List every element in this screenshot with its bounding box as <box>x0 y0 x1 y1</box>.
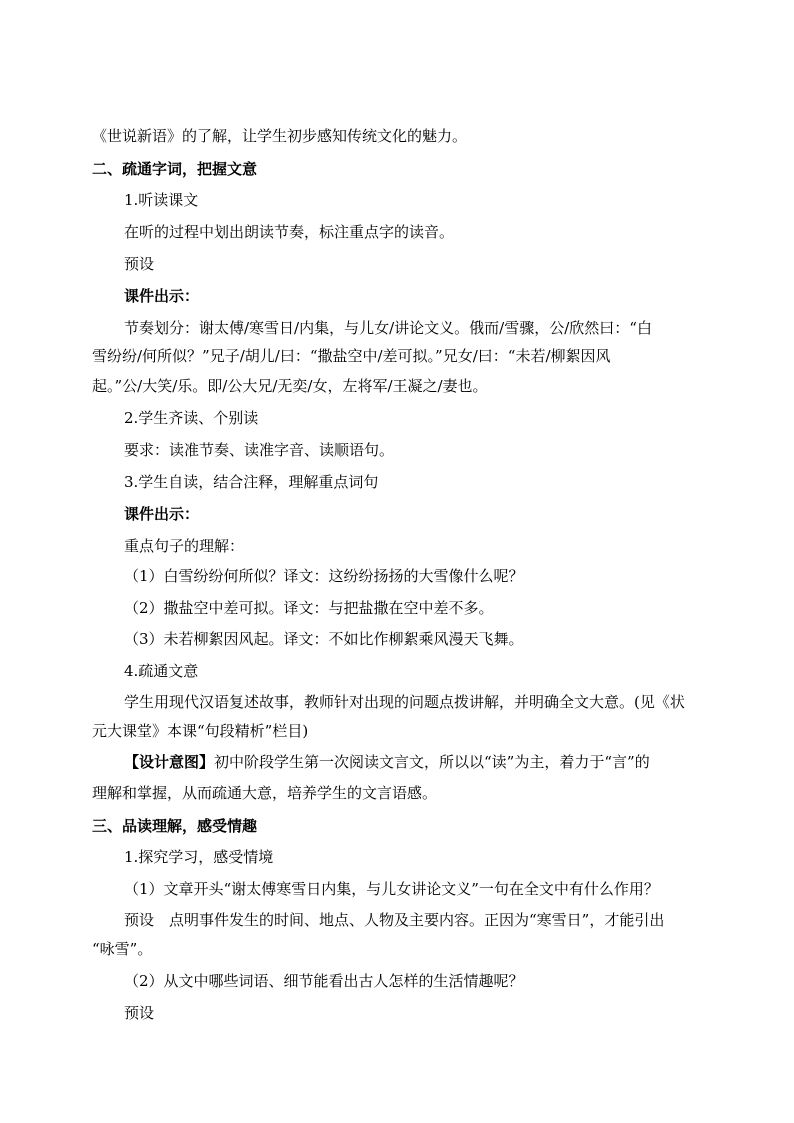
answer-1-line-2: “咏雪”。 <box>92 940 153 958</box>
key-sentences-label: 重点句子的理解： <box>124 537 245 555</box>
rhythm-line-2: 雪纷纷/何所似？”兄子/胡儿/曰：“撒盐空中/差可拟。”兄女/曰：“未若/柳絮因风 <box>92 347 611 365</box>
question-1: （1）文章开头“谢太傅寒雪日内集，与儿女讲论文义”一句在全文中有什么作用？ <box>124 880 659 898</box>
key-sentence-3: （3）未若柳絮因风起。译文：不如比作柳絮乘风漫天飞舞。 <box>124 630 524 648</box>
section-heading-2: 二、疏通字词，把握文意 <box>92 160 258 178</box>
preset-label: 预设 <box>124 255 155 273</box>
step3-title: 3.学生自读，结合注释，理解重点词句 <box>124 473 379 491</box>
rhythm-line-1: 节奏划分：谢太傅/寒雪日/内集，与儿女/讲论文义。俄而/雪骤，公/欣然曰：“白 <box>124 319 652 337</box>
step1-desc: 在听的过程中划出朗读节奏，标注重点字的读音。 <box>124 223 455 241</box>
step2-title: 2.学生齐读、个别读 <box>124 409 259 427</box>
step2-desc: 要求：读准节奏、读准字音、读顺语句。 <box>124 441 395 459</box>
courseware-label: 课件出示： <box>124 287 200 305</box>
step1-title: 1.听读课文 <box>124 191 199 209</box>
design-intent-line-2: 理解和掌握，从而疏通大意，培养学生的文言语感。 <box>92 784 438 802</box>
courseware-label-2: 课件出示： <box>124 505 200 523</box>
design-intent-text: 初中阶段学生第一次阅读文言文，所以以“读”为主，着力于“言”的 <box>214 753 650 771</box>
key-sentence-1: （1）白雪纷纷何所似？译文：这纷纷扬扬的大雪像什么呢？ <box>124 567 524 585</box>
preset-label-2: 预设 <box>124 1004 155 1022</box>
rhythm-line-3: 起。”公/大笑/乐。即/公大兄/无奕/女，左将军/王凝之/妻也。 <box>92 377 488 395</box>
key-sentence-2: （2）撒盐空中差可拟。译文：与把盐撒在空中差不多。 <box>124 599 494 617</box>
step4-title: 4.疏通文意 <box>124 662 199 680</box>
explore-step-title: 1.探究学习，感受情境 <box>124 848 274 866</box>
design-intent-label: 【设计意图】 <box>124 753 215 771</box>
design-intent-line-1 <box>124 751 794 773</box>
answer-1-line-1: 预设 点明事件发生的时间、地点、人物及主要内容。正因为“寒雪日”，才能引出 <box>124 911 665 929</box>
section-heading-3: 三、品读理解，感受情趣 <box>92 817 258 835</box>
step4-line-1: 学生用现代汉语复述故事，教师针对出现的问题点拨讲解，并明确全文大意。(见《状 <box>124 693 685 711</box>
step4-line-2: 元大课堂》本课“句段精析”栏目) <box>92 722 309 740</box>
question-2: （2）从文中哪些词语、细节能看出古人怎样的生活情趣呢？ <box>124 972 524 990</box>
intro-line: 《世说新语》的了解，让学生初步感知传统文化的魅力。 <box>92 127 468 145</box>
